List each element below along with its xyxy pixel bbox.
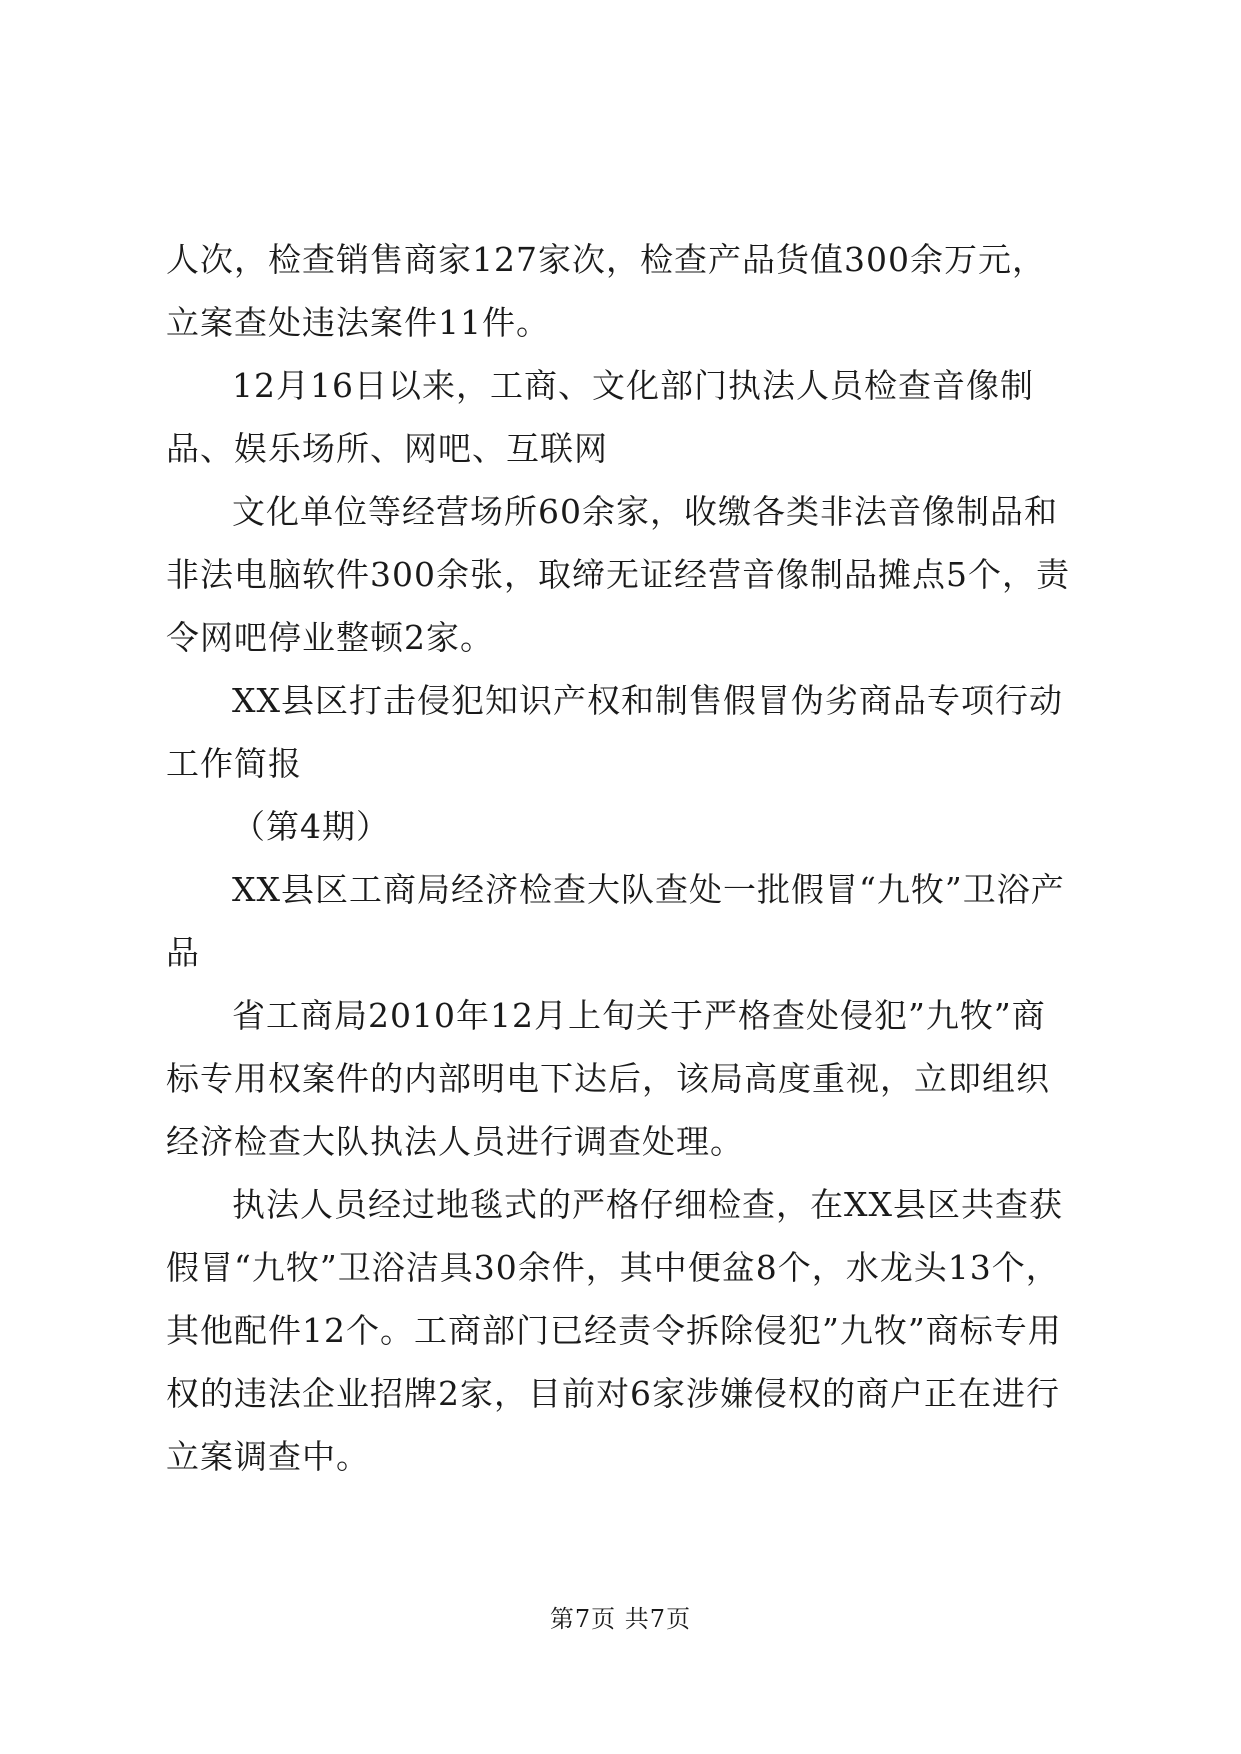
paragraph-findings: 执法人员经过地毯式的严格仔细检查，在XX县区共查获假冒“九牧”卫浴洁具30余件，其中便盆8个，水龙头13个，其他配件12个。工商部门已经责令拆除侵犯”九牧”商标专用权的违法企业招牌2家，目前对6家涉嫌侵权的商户正在进行立案调查中。 — [166, 1185, 1063, 1476]
bulletin-issue-number: （第4期） — [232, 807, 390, 846]
paragraph-continuation: 人次，检查销售商家127家次，检查产品货值300余万元，立案查处违法案件11件。 — [166, 240, 1046, 342]
paragraph-inspection-update: 12月16日以来，工商、文化部门执法人员检查音像制品、娱乐场所、网吧、互联网 — [166, 366, 1034, 468]
document-body — [166, 228, 1076, 1488]
page-footer: 第7页 共7页 — [549, 1605, 692, 1633]
paragraph-directive: 省工商局2010年12月上旬关于严格查处侵犯”九牧”商标专用权案件的内部明电下达后，该局高度重视，立即组织经济检查大队执法人员进行调查处理。 — [166, 996, 1050, 1161]
article-heading: XX县区工商局经济检查大队查处一批假冒“九牧”卫浴产品 — [166, 870, 1065, 972]
paragraph-culture-venues: 文化单位等经营场所60余家，收缴各类非法音像制品和非法电脑软件300余张，取缔无证经营音像制品摊点5个，责令网吧停业整顿2家。 — [166, 492, 1070, 657]
bulletin-title: XX县区打击侵犯知识产权和制售假冒伪劣商品专项行动工作简报 — [166, 681, 1063, 783]
